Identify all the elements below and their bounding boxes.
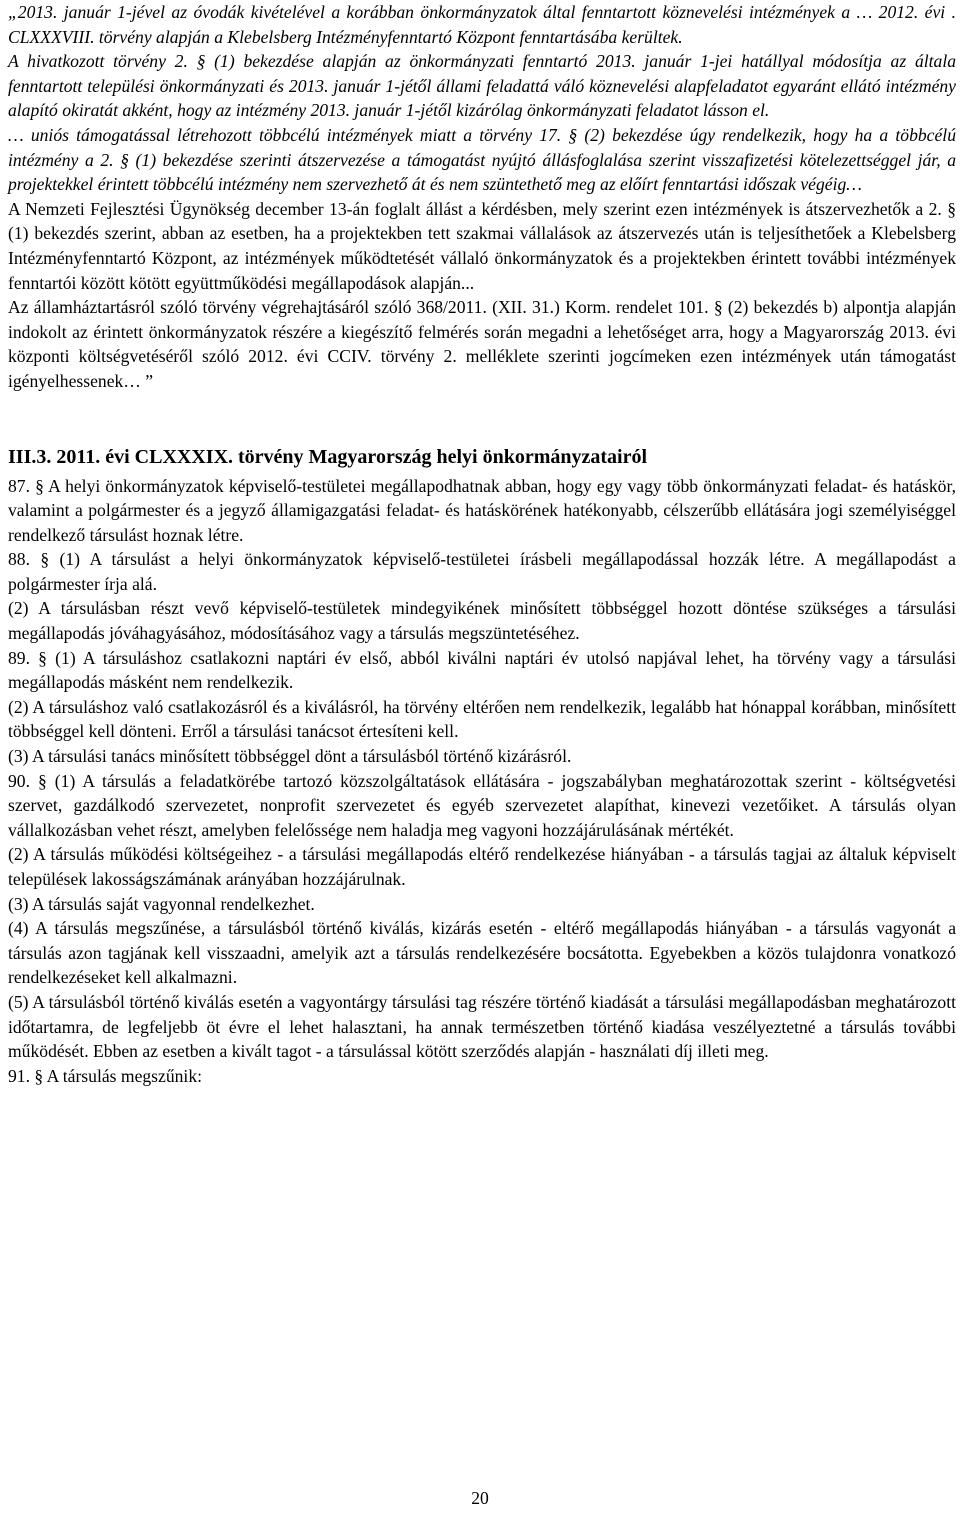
law-paragraph-90-4: (4) A társulás megszűnése, a társulásból történő kiválás, kizárás esetén - eltérő megállapodás hiányában - a társulás vagyonát a társulás azon tagjának kell visszaadni, amelyik azt a társulás rendelkezésére bocsátotta. Egyebekben a közös tulajdonra vonatkozó rendelkezéseket kell alkalmazni. xyxy=(8,918,956,988)
law-paragraph-87: 87. § A helyi önkormányzatok képviselő-testületei megállapodhatnak abban, hogy egy vagy több önkormányzati feladat- és hatáskör, valamint a polgármester és a jegyző államigazgatási feladat- és hatáskörének hatékonyabb, célszerűbb ellátására jogi személyiséggel rendelkező társulást hoznak létre. xyxy=(8,475,956,545)
law-paragraph-89-1: 89. § (1) A társuláshoz csatlakozni naptári év első, abból kiválni naptári év utolsó napjával lehet, ha törvény vagy a társulási megállapodás másként nem rendelkezik. xyxy=(8,647,956,693)
law-paragraph-88-2: (2) A társulásban részt vevő képviselő-testületek mindegyikének minősített többséggel hozott döntése szükséges a társulási megállapodás jóváhagyásához, módosításához vagy a társulás megszüntetéséhez. xyxy=(8,598,956,644)
law-paragraph-90-1: 90. § (1) A társulás a feladatkörébe tartozó közszolgáltatások ellátására - jogszabályban meghatározottak szerint - költségvetési szervet, gazdálkodó szervezetet, nonprofit szervezetet és egyéb szervezetet alapíthat, kinevezi vezetőiket. A társulás olyan vállalkozásban vehet részt, amelyben felelőssége nem haladja meg vagyoni hozzájárulásának mértékét. xyxy=(8,770,956,840)
document-page xyxy=(8,0,956,1088)
page-number: 20 xyxy=(471,1488,489,1508)
law-paragraph-91: 91. § A társulás megszűnik: xyxy=(8,1065,203,1086)
law-paragraph-90-2: (2) A társulás működési költségeihez - a társulási megállapodás eltérő rendelkezése hiányában - a társulás tagjai az általuk képviselt települések lakosságszámának arányában hozzájárulnak. xyxy=(8,844,956,889)
section-heading: III.3. 2011. évi CLXXXIX. törvény Magyarország helyi önkormányzatairól xyxy=(8,445,648,468)
quote-paragraph-3: … uniós támogatással létrehozott többcélú intézmények miatt a törvény 17. § (2) bekezdése úgy rendelkezik, hogy ha a többcélú intézmény a 2. § (1) bekezdése szerinti átszervezése a támogatást nyújtó állásfoglalása szerint visszafizetési kötelezettséggel jár, a projektekkel érintett többcélú intézmény nem szervezhető át és nem szüntethető meg az előírt fenntartási időszak végéig… xyxy=(8,124,956,195)
law-paragraph-88-1: 88. § (1) A társulást a helyi önkormányzatok képviselő-testületei írásbeli megállapodással hozzák létre. A megállapodást a polgármester írja alá. xyxy=(8,549,956,594)
quote-paragraph-2: A hivatkozott törvény 2. § (1) bekezdése alapján az önkormányzati fenntartó 2013. január 1-jei hatállyal módosítja az általa fenntartott települési önkormányzati és 2013. január 1-jétől állami feladattá váló köznevelési alapfeladatot egyaránt ellátó intézmény alapító okiratát akként, hogy az intézmény 2013. január 1-jétől kizárólag önkormányzati feladatot lásson el. xyxy=(8,51,956,121)
quote-paragraph-5: Az államháztartásról szóló törvény végrehajtásáról szóló 368/2011. (XII. 31.) Korm. rendelet 101. § (2) bekezdés b) alpontja alapján indokolt az érintett önkormányzatok részére a kiegészítő felmérés során megadni a lehetőséget arra, hogy a Magyarország 2013. évi központi költségvetéséről szóló 2012. évi CCIV. törvény 2. melléklete szerinti jogcímeken ezen intézmények után támogatást igényelhessenek… ” xyxy=(8,297,956,391)
quote-paragraph-1: „2013. január 1-jével az óvodák kivételével a korábban önkormányzatok által fenntartott köznevelési intézmények a … 2012. évi . CLXXXVIII. törvény alapján a Klebelsberg Intézményfenntartó Központ fenntartásába kerültek. xyxy=(8,2,956,47)
law-paragraph-90-3: (3) A társulás saját vagyonnal rendelkezhet. xyxy=(8,893,315,914)
law-paragraph-90-5: (5) A társulásból történő kiválás esetén a vagyontárgy társulási tag részére történő kiadását a társulási megállapodásban meghatározott időtartamra, de legfeljebb öt évre el lehet halasztani, ha annak természetben történő kiadása veszélyeztetné a társulás további működését. Ebben az esetben a kivált tagot - a társulással kötött szerződés alapján - használati díj illeti meg. xyxy=(8,991,956,1062)
law-paragraph-89-2: (2) A társuláshoz való csatlakozásról és a kiválásról, ha törvény eltérően nem rendelkezik, legalább hat hónappal korábban, minősített többséggel kell dönteni. Erről a társulási tanácsot értesíteni kell. xyxy=(8,696,956,742)
quote-paragraph-4: A Nemzeti Fejlesztési Ügynökség december 13-án foglalt állást a kérdésben, mely szerint ezen intézmények is átszervezhetők a 2. § (1) bekezdés szerint, abban az esetben, ha a projektekben tett szakmai vállalások az átszervezés után is teljesíthetőek a Klebelsberg Intézményfenntartó Központ, az intézmények működtetését vállaló önkormányzatok és a projektekben érintett további intézmények fenntartói között kötött együttműködési megállapodások alapján... xyxy=(8,198,956,293)
law-paragraph-89-3: (3) A társulási tanács minősített többséggel dönt a társulásból történő kizárásról. xyxy=(8,746,572,767)
